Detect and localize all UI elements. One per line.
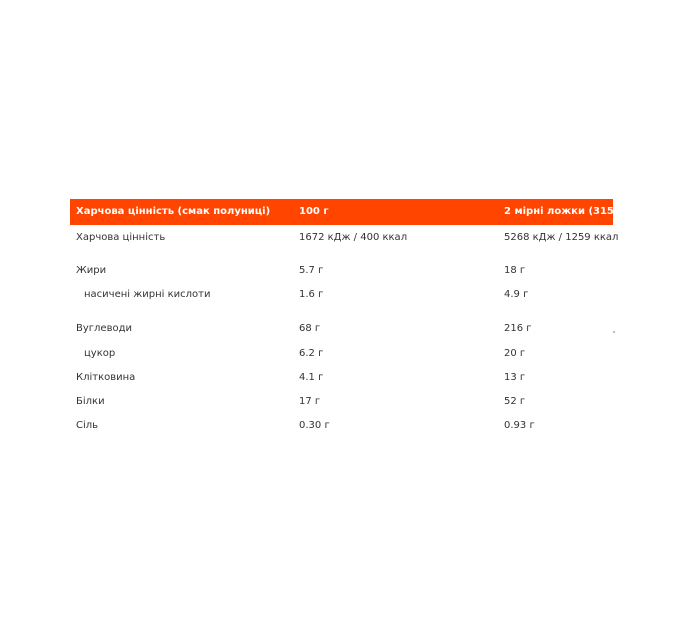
row-label: насичені жирні кислоти: [84, 289, 211, 300]
header-per-serving: 2 мірні ложки (315 г): [504, 206, 628, 217]
row-value-serving: 4.9 г: [504, 289, 529, 300]
row-value-100g: 5.7 г: [299, 265, 324, 276]
decorative-dot: [613, 331, 615, 333]
row-value-serving: 13 г: [504, 372, 526, 383]
row-value-100g: 6.2 г: [299, 348, 324, 359]
row-value-serving: 20 г: [504, 348, 526, 359]
row-label: Жири: [76, 265, 107, 276]
header-nutrition-label: Харчова цінність (смак полуниці): [76, 206, 271, 217]
header-per-100g: 100 г: [299, 206, 329, 217]
nutrition-table-header: [70, 199, 628, 225]
row-value-serving: 0.93 г: [504, 420, 535, 431]
row-value-100g: 4.1 г: [299, 372, 324, 383]
row-value-100g: 1672 кДж / 400 ккал: [299, 232, 408, 243]
row-value-100g: 0.30 г: [299, 420, 330, 431]
row-label: цукор: [84, 348, 116, 359]
nutrition-table: [70, 199, 628, 431]
row-label: Клітковина: [76, 372, 136, 383]
row-value-serving: 52 г: [504, 396, 526, 407]
row-value-100g: 1.6 г: [299, 289, 324, 300]
row-label: Вуглеводи: [76, 323, 133, 334]
row-value-100g: 68 г: [299, 323, 321, 334]
row-value-serving: 216 г: [504, 323, 532, 334]
row-value-100g: 17 г: [299, 396, 321, 407]
row-label: Білки: [76, 396, 105, 407]
row-label: Харчова цінність: [76, 232, 166, 243]
row-value-serving: 18 г: [504, 265, 526, 276]
row-label: Сіль: [76, 420, 99, 431]
row-value-serving: 5268 кДж / 1259 ккал: [504, 232, 619, 243]
